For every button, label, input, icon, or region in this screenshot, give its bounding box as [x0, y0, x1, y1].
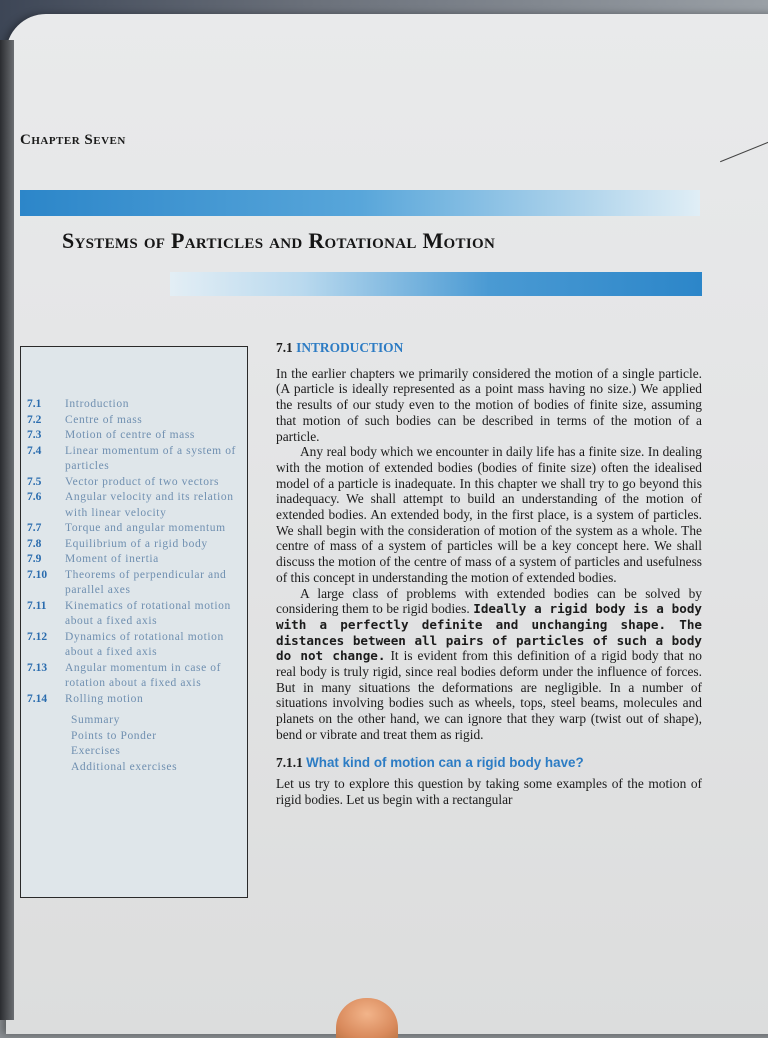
chapter-title: Systems of Particles and Rotational Motion: [62, 228, 496, 253]
table-of-contents: [20, 346, 248, 898]
toc-item-text: Theorems of perpendicular and parallel axes: [65, 568, 227, 596]
toc-item-text: Rolling motion: [65, 692, 144, 705]
toc-item-text: Torque and angular momentum: [65, 522, 226, 534]
toc-item-text: Centre of mass: [65, 413, 143, 426]
chapter-label: Chapter Seven: [20, 132, 126, 148]
paragraph-3: [276, 586, 702, 743]
toc-item: [27, 537, 245, 553]
toc-item: [27, 552, 245, 568]
toc-item-text: Dynamics of rotational motion about a fixed axis: [65, 630, 224, 658]
toc-item-number: 7.2: [27, 413, 42, 426]
toc-item-text: Angular momentum in case of rotation about a fixed axis: [65, 661, 222, 689]
toc-item: [27, 413, 245, 429]
toc-item: [27, 428, 245, 444]
toc-extra-item: Summary: [71, 714, 120, 726]
toc-item: [27, 444, 245, 475]
toc-item: [27, 475, 245, 491]
toc-item-text: Vector product of two vectors: [65, 475, 220, 488]
toc-item-number: 7.1: [27, 398, 42, 410]
toc-item-number: 7.11: [27, 599, 47, 612]
subsection-paragraph: Let us try to explore this question by taking some examples of the motion of rigid bodies. Let us begin with a rectangular: [276, 776, 702, 807]
toc-item-text: Equilibrium of a rigid body: [65, 537, 208, 550]
toc-item-text: Angular velocity and its relation with linear velocity: [65, 491, 234, 519]
toc-item-number: 7.6: [27, 491, 42, 503]
toc-item-number: 7.12: [27, 630, 48, 643]
toc-item-number: 7.3: [27, 429, 42, 441]
paragraph-2: Any real body which we encounter in daily life has a finite size. In dealing with the motion of extended bodies (bodies of finite size) often the idealised model of a particle is inadequate. In this chapter we shall try to go beyond this inadequacy. We shall attempt to build an understanding of the motion of extended bodies. An extended body, in the first place, is a system of particles. We shall begin with the consideration of motion of the system as a whole. The centre of mass of a system of particles will be a key concept here. We shall discuss the motion of the centre of mass of a system of particles and usefulness of this concept in understanding the motion of extended bodies.: [276, 444, 702, 585]
blue-band-top: [20, 190, 700, 216]
toc-item-text: Linear momentum of a system of particles: [65, 444, 236, 472]
toc-item: [27, 568, 245, 599]
subsection-heading: [276, 755, 702, 771]
toc-item-number: 7.14: [27, 692, 48, 705]
toc-item-text: Kinematics of rotational motion about a fixed axis: [65, 599, 231, 627]
toc-item: [27, 630, 245, 661]
toc-item-number: 7.4: [27, 444, 42, 457]
toc-item-text: Introduction: [65, 398, 130, 410]
paragraph-3-end: It is evident from this definition of a rigid body that no real body is truly rigid, since real bodies deform under the influence of forces. But in many situations the deformations are negligible. In a number of situations involving bodies such as wheels, tops, steel beams, molecules and planets on the other hand, we can ignore that they warp (twist out of shape), bend or vibrate and treat them as rigid.: [276, 648, 702, 742]
subsection-title: What kind of motion can a rigid body have?: [306, 754, 584, 770]
toc-item-number: 7.8: [27, 537, 42, 550]
toc-item-text: Motion of centre of mass: [65, 429, 196, 441]
toc-item: [27, 521, 245, 537]
toc-item: [27, 490, 245, 521]
subsection-number: 7.1.1: [276, 754, 303, 770]
toc-item: [27, 692, 245, 708]
toc-item-number: 7.9: [27, 553, 42, 565]
toc-item: [27, 397, 245, 413]
toc-list: [27, 397, 245, 775]
toc-extra-item: Additional exercises: [71, 760, 178, 773]
toc-item-number: 7.10: [27, 568, 48, 581]
book-spine: [0, 40, 14, 1020]
toc-item-number: 7.7: [27, 522, 42, 534]
rigid-body-definition: Ideally a rigid body is a body with a perfectly definite and unchanging shape. The distances between all pairs of particles of such a body do not change.: [276, 601, 702, 664]
section-title: INTRODUCTION: [296, 340, 404, 355]
main-text-column: [276, 340, 702, 808]
toc-item: [27, 661, 245, 692]
toc-extra-item: Exercises: [71, 745, 121, 757]
paragraph-3-start: A large class of problems with extended bodies can be solved by considering them to be rigid bodies.: [276, 585, 702, 617]
section-number: 7.1: [276, 340, 293, 355]
toc-item: [27, 599, 245, 630]
toc-item-number: 7.5: [27, 475, 42, 488]
toc-item-number: 7.13: [27, 661, 48, 674]
toc-extra-item: Points to Ponder: [71, 729, 157, 742]
section-heading: [276, 340, 702, 356]
toc-item-text: Moment of inertia: [65, 553, 159, 565]
blue-band-bottom: [170, 272, 702, 296]
paragraph-1: In the earlier chapters we primarily considered the motion of a single particle. (A particle is ideally represented as a point mass having no size.) We applied the results of our study even to the motion of bodies of finite size, assuming that motion of such bodies can be described in terms of the motion of a particle.: [276, 365, 702, 444]
